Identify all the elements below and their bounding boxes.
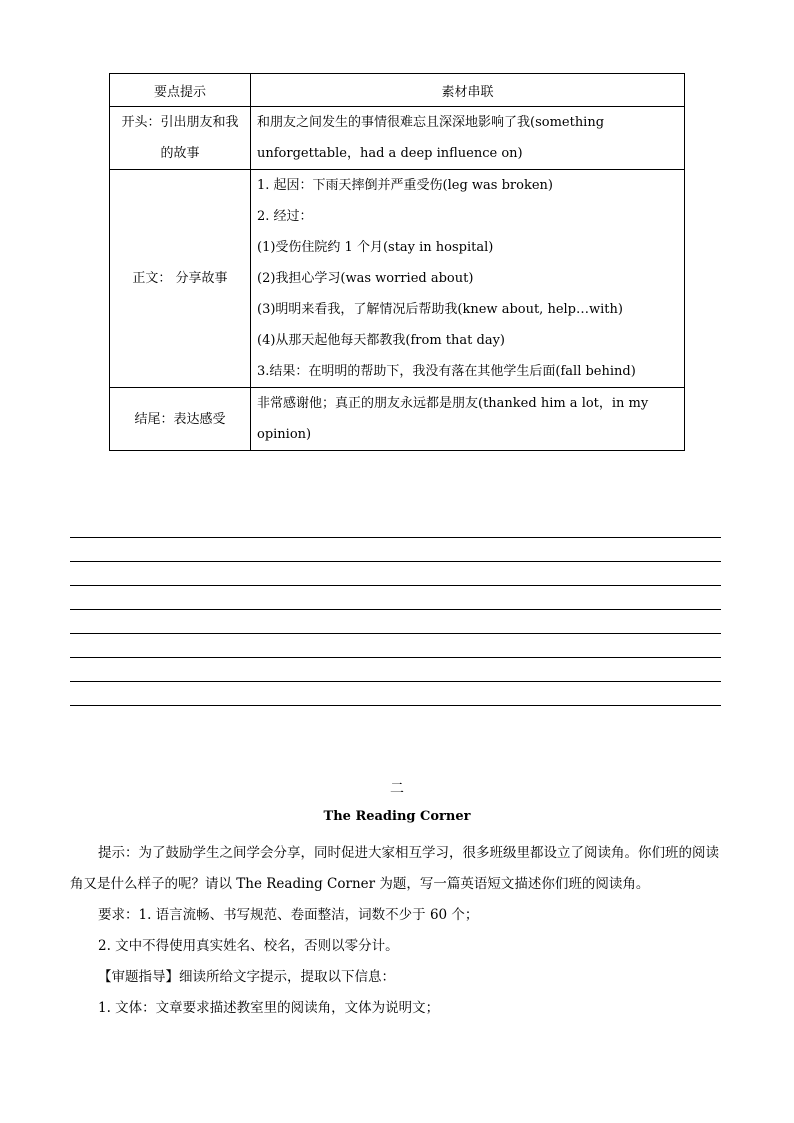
writing-outline-table (109, 73, 685, 451)
analysis-guide: 【审题指导】细读所给文字提示，提取以下信息： (98, 969, 395, 985)
guide-point-1: 1. 文体：文章要求描述教室里的阅读角，文体为说明文； (98, 1000, 440, 1016)
writing-line (70, 609, 721, 610)
opening-material: 和朋友之间发生的事情很难忘且深深地影响了我(something unforgettable，had a deep influence on) (251, 107, 685, 170)
ending-label: 结尾：表达感受 (110, 388, 251, 451)
writing-line (70, 585, 721, 586)
header-key-points: 要点提示 (110, 74, 251, 107)
table-header-row (110, 74, 685, 107)
writing-line (70, 681, 721, 682)
writing-line (70, 705, 721, 706)
opening-label: 开头：引出朋友和我 的故事 (110, 107, 251, 170)
writing-line (70, 657, 721, 658)
table-row-body (110, 170, 685, 388)
section-number: 二 (390, 781, 404, 797)
task-description (70, 838, 722, 1024)
writing-line (70, 561, 721, 562)
writing-lines (70, 537, 721, 729)
section-title: The Reading Corner (323, 809, 471, 824)
body-label: 正文： 分享故事 (110, 170, 251, 388)
prompt-paragraph: 提示：为了鼓励学生之间学会分享，同时促进大家相互学习，很多班级里都设立了阅读角。你们班的阅读角又是什么样子的呢？请以 The Reading Corner 为题，写一篇英语短文描述你们班的阅读角。 (70, 845, 719, 892)
body-material: 1. 起因：下雨天摔倒并严重受伤(leg was broken) 2. 经过： (1)受伤住院约 1 个月(stay in hospital) (2)我担心学习(was worried about) (3)明明来看我，了解情况后帮助我(knew about, help…with) (4)从那天起他每天都教我(from that day) 3.结果：在明明的帮助下，我没有落在其他学生后面(fall behind) (251, 170, 685, 388)
ending-material: 非常感谢他；真正的朋友永远都是朋友(thanked him a lot，in my opinion) (251, 388, 685, 451)
writing-line (70, 537, 721, 538)
table-row-opening (110, 107, 685, 170)
requirement-2: 2. 文中不得使用真实姓名、校名，否则以零分计。 (98, 938, 399, 954)
requirement-1: 要求：1. 语言流畅、书写规范、卷面整洁，词数不少于 60 个； (98, 907, 479, 923)
table-row-ending (110, 388, 685, 451)
header-material: 素材串联 (251, 74, 685, 107)
writing-line (70, 633, 721, 634)
